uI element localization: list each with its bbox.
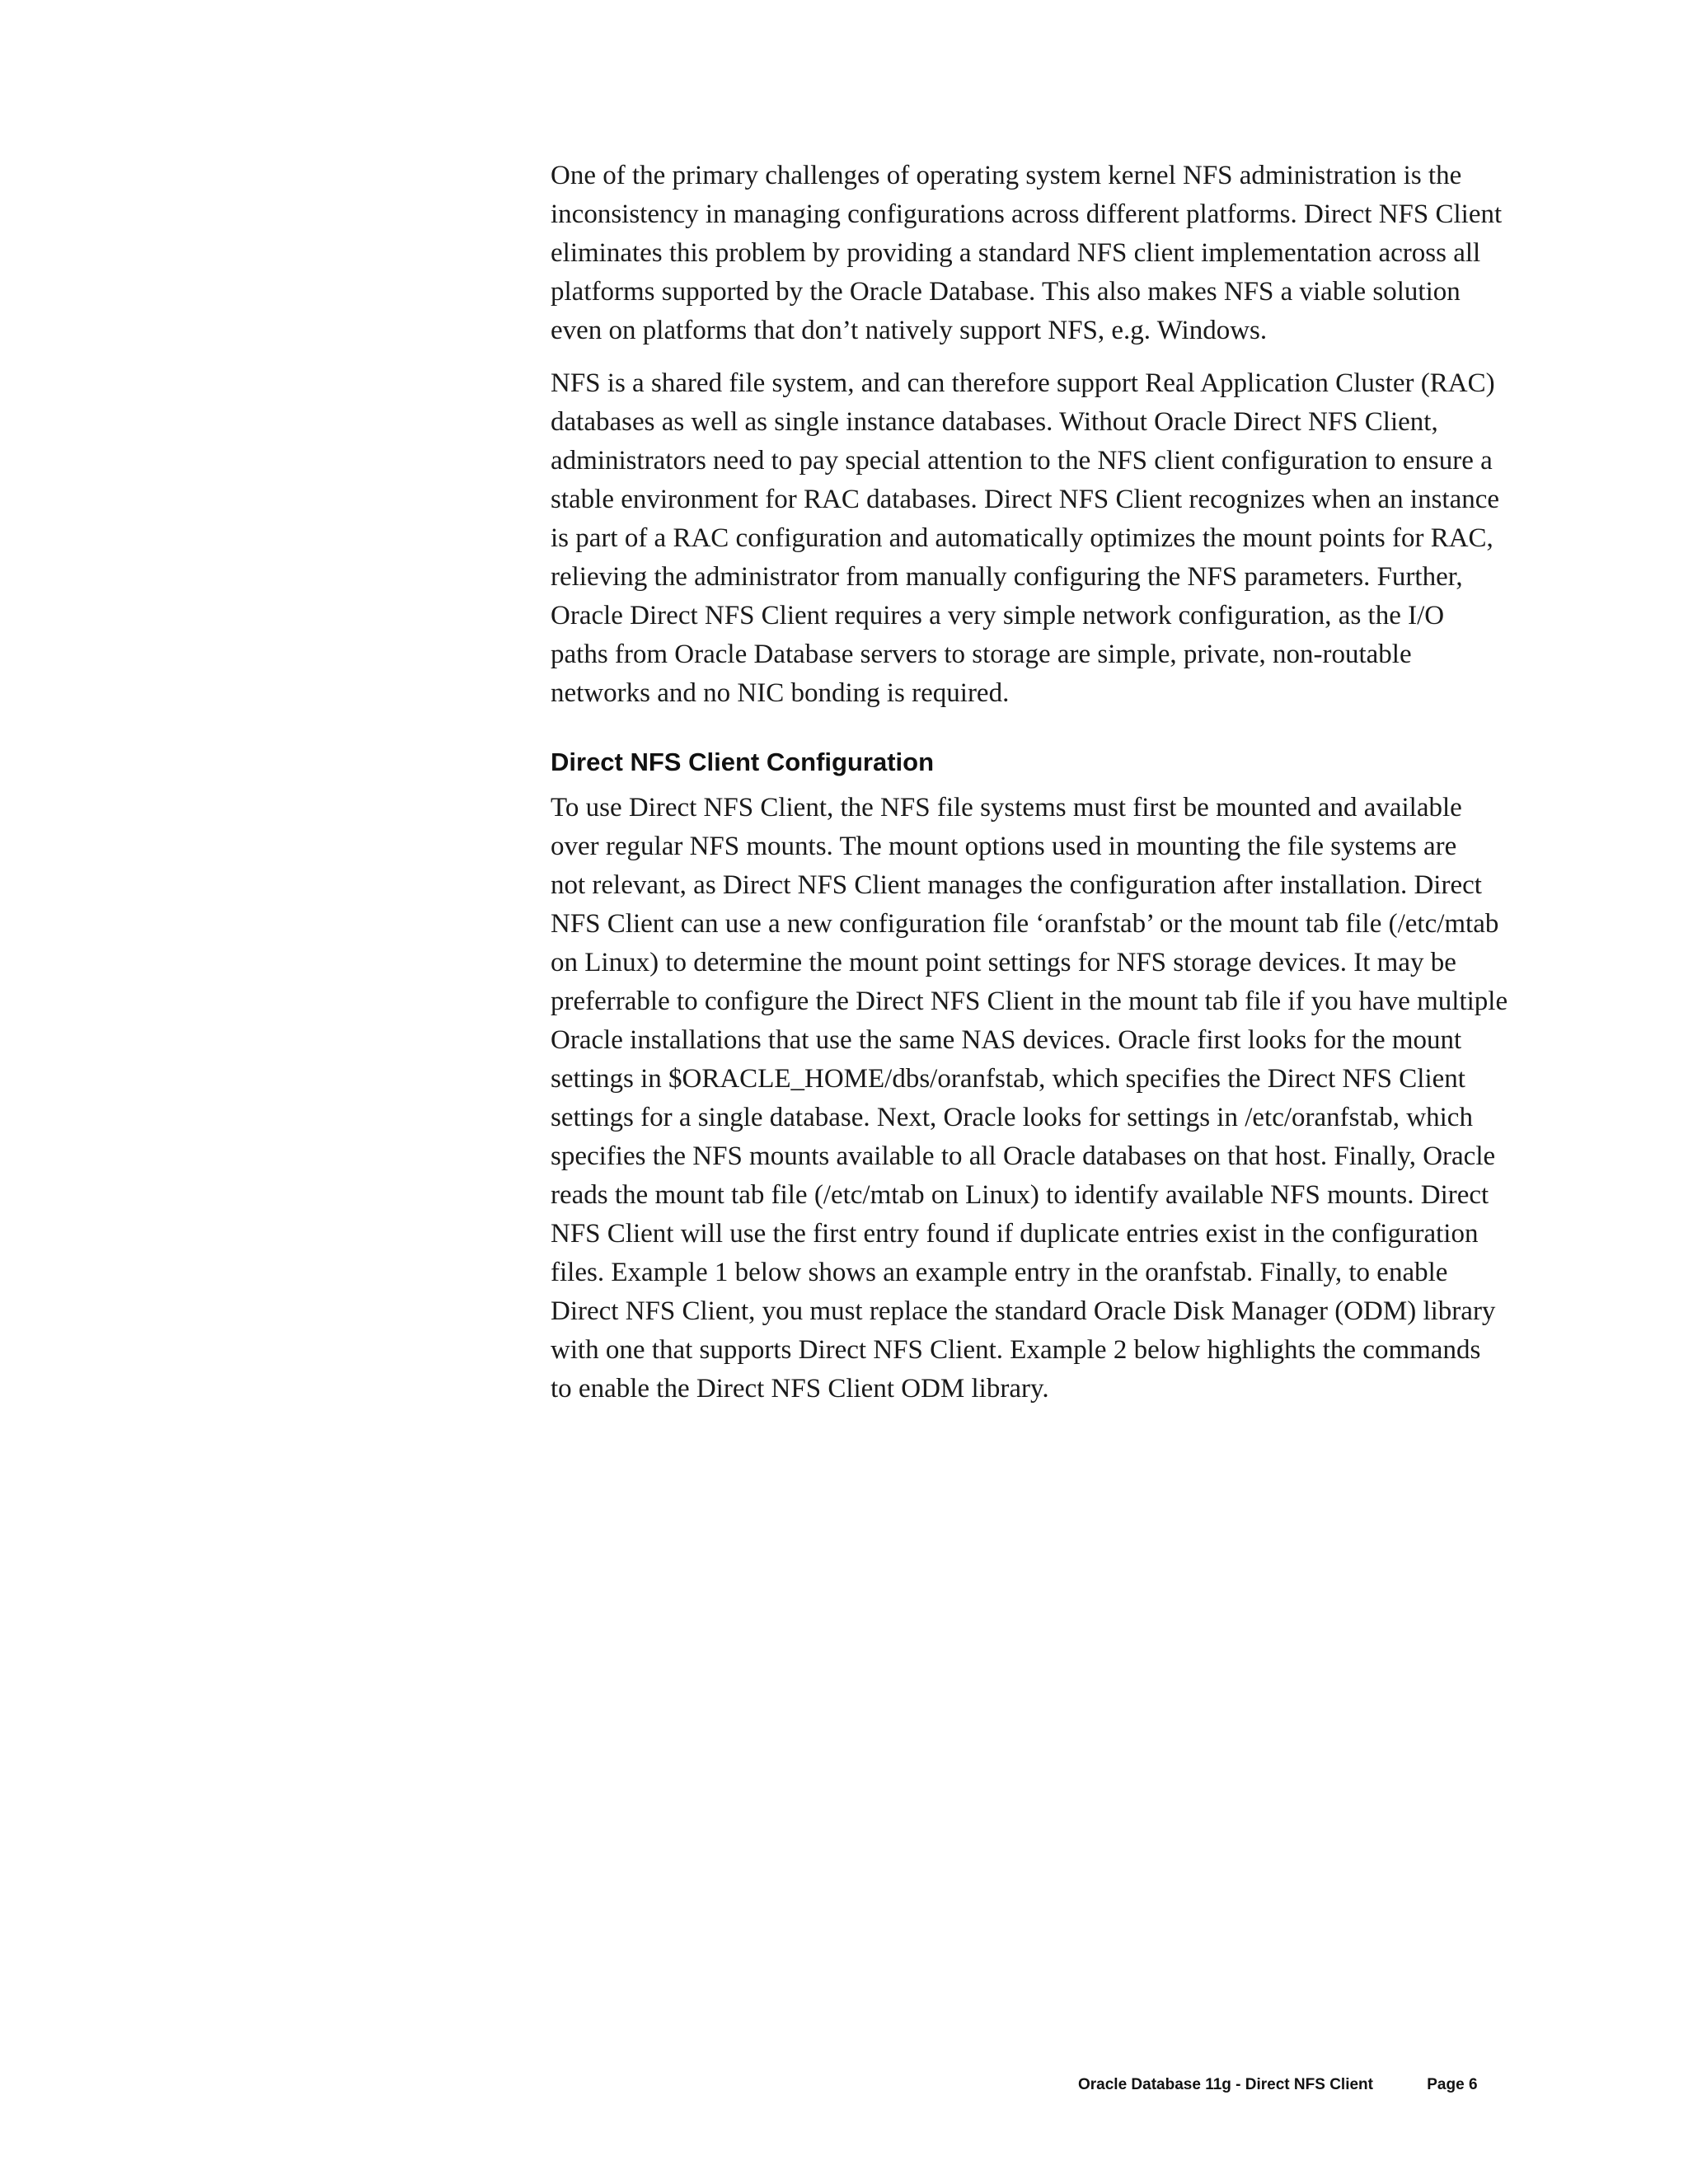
paragraph-configuration bbox=[551, 789, 1561, 1408]
text-line: databases as well as single instance databases. Without Oracle Direct NFS Client, bbox=[551, 407, 1438, 437]
text-line: on Linux) to determine the mount point settings for NFS storage devices. It may be bbox=[551, 948, 1456, 977]
text-line: is part of a RAC configuration and automatically optimizes the mount points for RAC, bbox=[551, 523, 1493, 553]
text-line: settings in $ORACLE_HOME/dbs/oranfstab, which specifies the Direct NFS Client bbox=[551, 1064, 1465, 1094]
text-line: preferrable to configure the Direct NFS Client in the mount tab file if you have multiple bbox=[551, 987, 1508, 1016]
section-heading: Direct NFS Client Configuration bbox=[551, 748, 934, 776]
text-line: reads the mount tab file (/etc/mtab on Linux) to identify available NFS mounts. Direct bbox=[551, 1180, 1489, 1210]
text-line: Direct NFS Client, you must replace the standard Oracle Disk Manager (ODM) library bbox=[551, 1296, 1496, 1326]
text-line: eliminates this problem by providing a standard NFS client implementation across all bbox=[551, 238, 1481, 268]
text-line: specifies the NFS mounts available to all Oracle databases on that host. Finally, Oracle bbox=[551, 1141, 1496, 1171]
text-line: not relevant, as Direct NFS Client manages the configuration after installation. Direct bbox=[551, 870, 1482, 900]
text-line: One of the primary challenges of operating system kernel NFS administration is the bbox=[551, 161, 1462, 190]
text-line: NFS Client can use a new configuration file ‘oranfstab’ or the mount tab file (/etc/mtab bbox=[551, 909, 1499, 939]
page-body bbox=[551, 157, 1561, 1422]
text-line: paths from Oracle Database servers to storage are simple, private, non-routable bbox=[551, 640, 1412, 669]
text-line: relieving the administrator from manually configuring the NFS parameters. Further, bbox=[551, 562, 1463, 592]
text-line: files. Example 1 below shows an example entry in the oranfstab. Finally, to enable bbox=[551, 1258, 1448, 1287]
text-line: administrators need to pay special attention to the NFS client configuration to ensure a bbox=[551, 446, 1493, 476]
footer-page-number: Page 6 bbox=[1427, 2076, 1478, 2093]
text-line: to enable the Direct NFS Client ODM library. bbox=[551, 1374, 1049, 1404]
text-line: networks and no NIC bonding is required. bbox=[551, 678, 1010, 708]
text-line: even on platforms that don’t natively support NFS, e.g. Windows. bbox=[551, 316, 1268, 345]
text-line: stable environment for RAC databases. Direct NFS Client recognizes when an instance bbox=[551, 485, 1500, 514]
text-line: with one that supports Direct NFS Client. Example 2 below highlights the commands bbox=[551, 1335, 1481, 1365]
text-line: settings for a single database. Next, Oracle looks for settings in /etc/oranfstab, which bbox=[551, 1103, 1473, 1132]
text-line: Oracle installations that use the same NAS devices. Oracle first looks for the mount bbox=[551, 1025, 1462, 1055]
text-line: platforms supported by the Oracle Database. This also makes NFS a viable solution bbox=[551, 277, 1461, 307]
paragraph-rac-support bbox=[551, 364, 1561, 713]
paragraph-platform-consistency bbox=[551, 157, 1561, 350]
text-line: inconsistency in managing configurations across different platforms. Direct NFS Client bbox=[551, 199, 1503, 229]
text-line: NFS is a shared file system, and can therefore support Real Application Cluster (RAC) bbox=[551, 368, 1495, 398]
text-line: over regular NFS mounts. The mount options used in mounting the file systems are bbox=[551, 832, 1457, 861]
text-line: To use Direct NFS Client, the NFS file systems must first be mounted and available bbox=[551, 793, 1462, 823]
footer-document-title: Oracle Database 11g - Direct NFS Client bbox=[1078, 2076, 1373, 2093]
text-line: Oracle Direct NFS Client requires a very simple network configuration, as the I/O bbox=[551, 601, 1445, 630]
text-line: NFS Client will use the first entry found if duplicate entries exist in the configuration bbox=[551, 1219, 1479, 1249]
page-footer bbox=[1078, 2075, 1478, 2095]
